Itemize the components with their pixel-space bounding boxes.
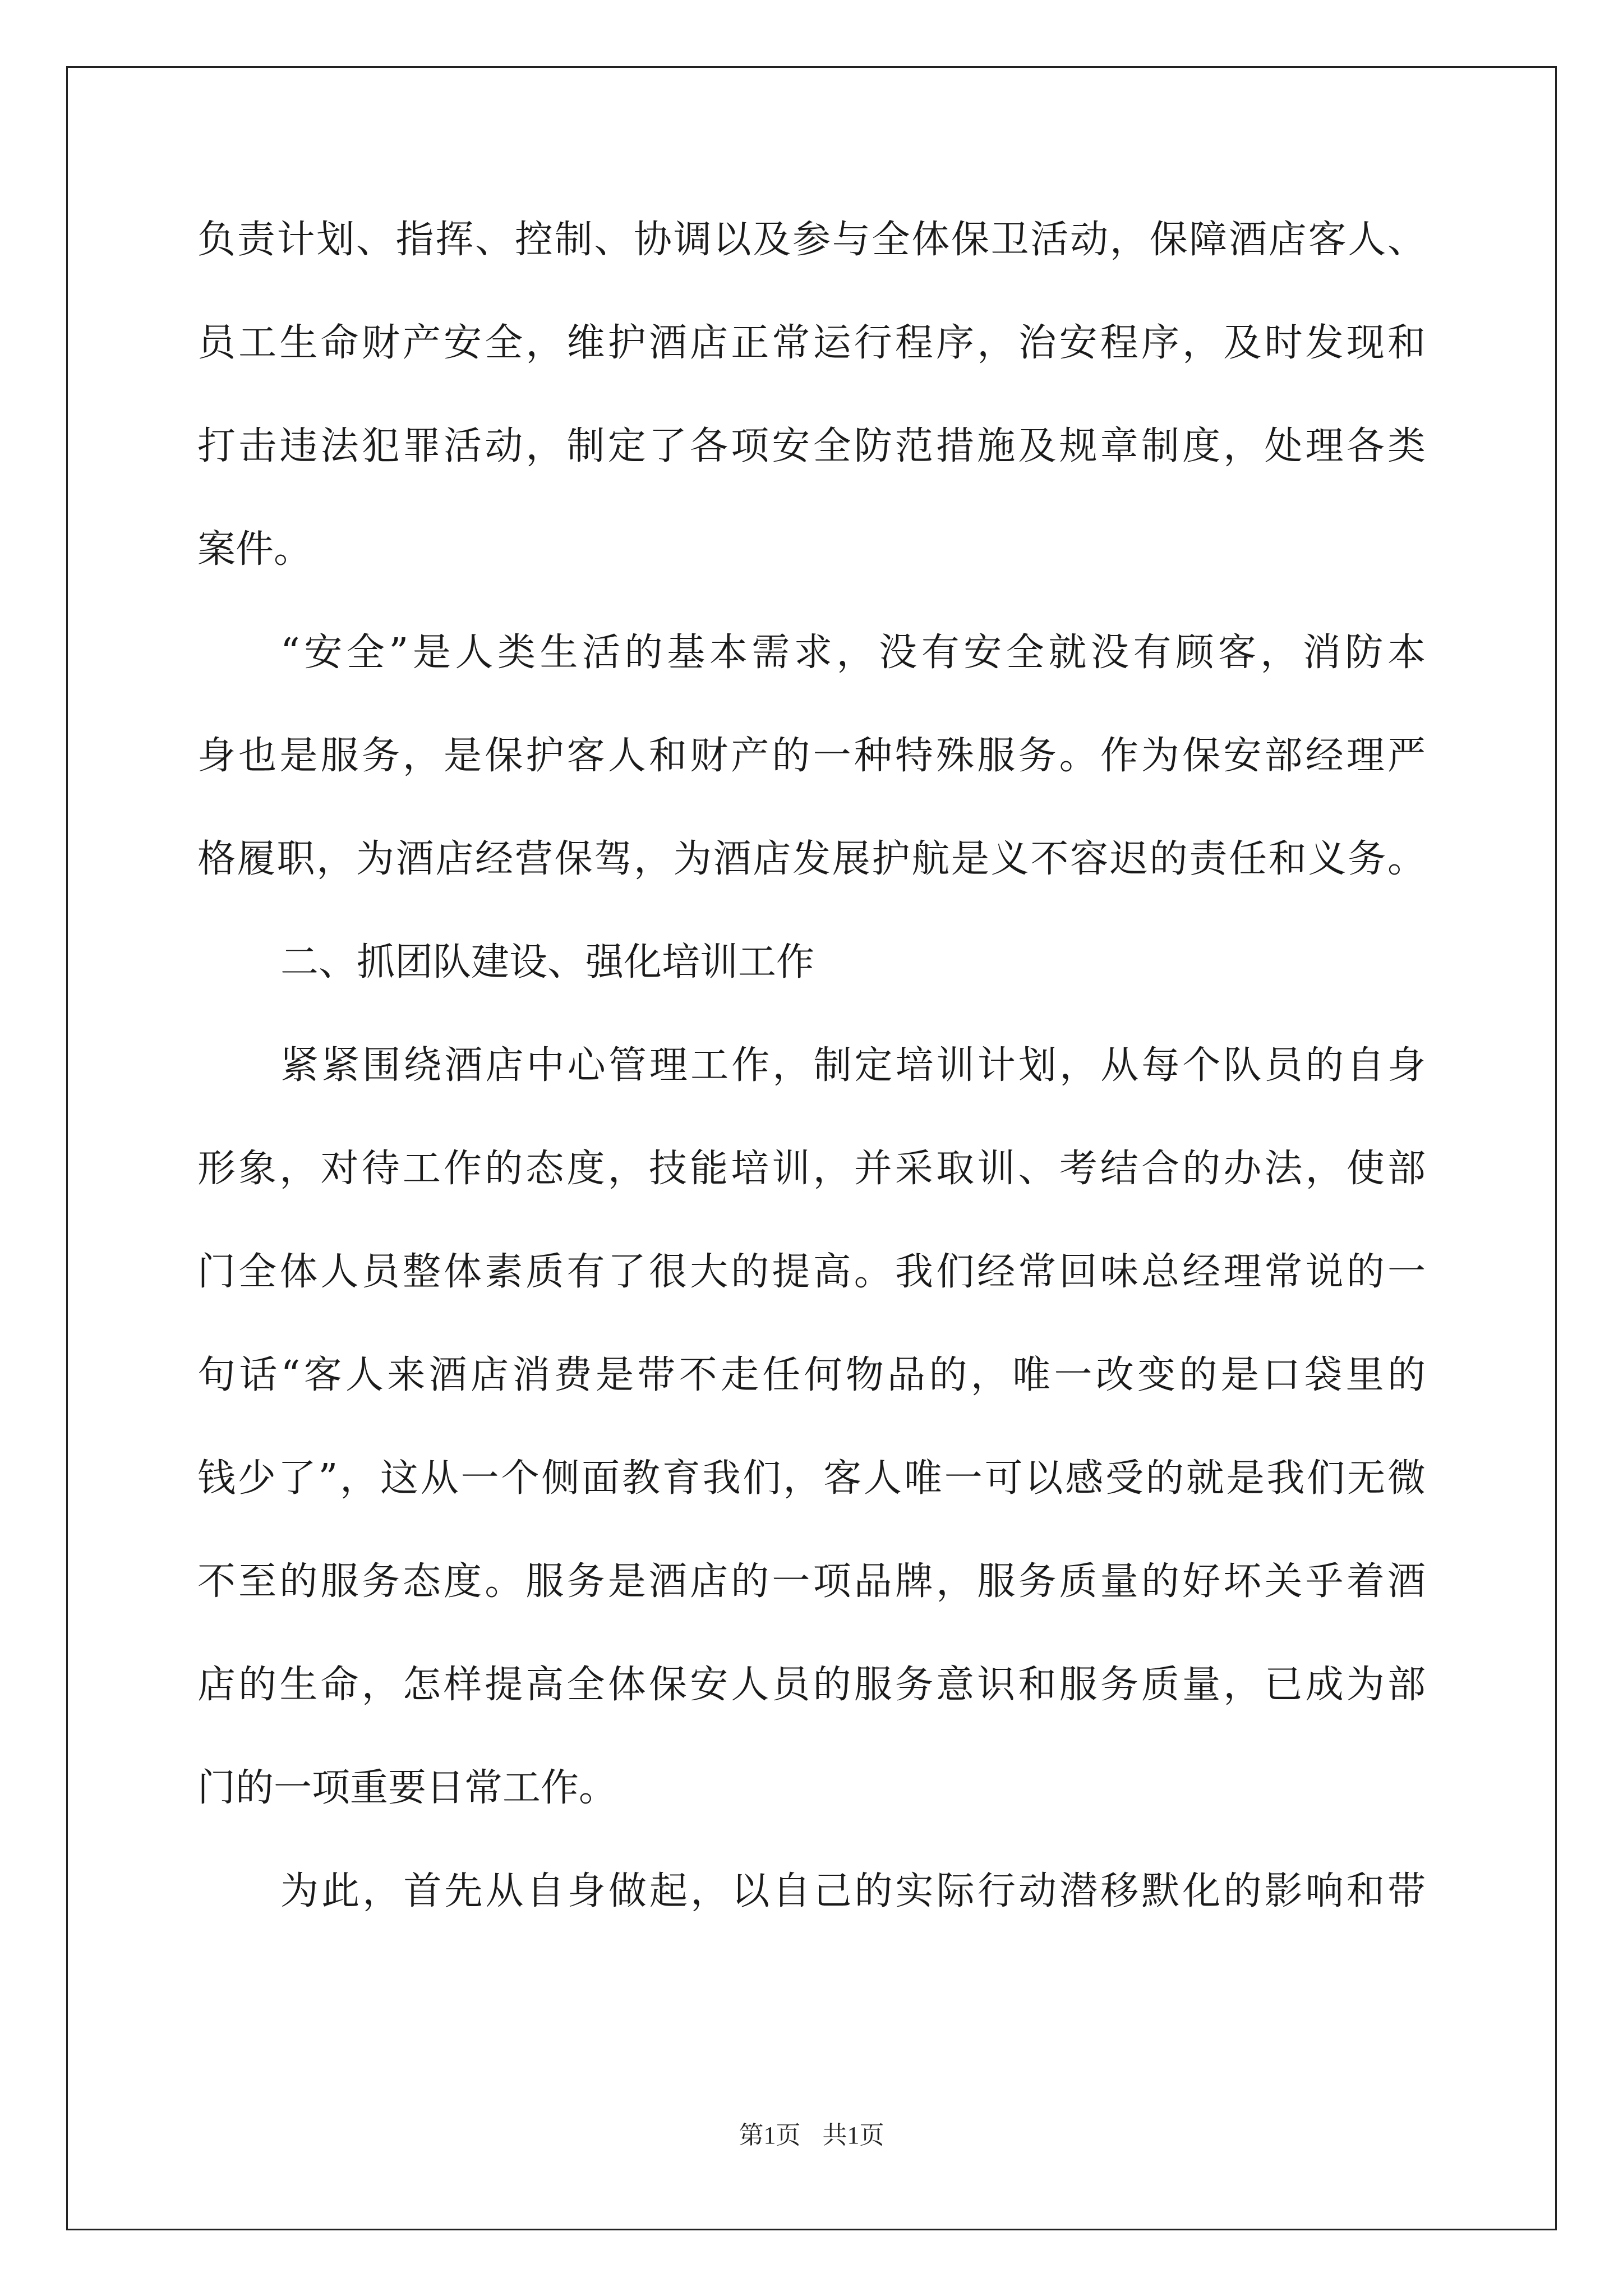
page-footer [0,2115,1623,2151]
paragraph-line: 形象，对待工作的态度，技能培训，并采取训、考结合的办法，使部 [197,1147,1426,1191]
paragraph-line: 不至的服务态度。服务是酒店的一项品牌，服务质量的好坏关乎着酒 [197,1559,1426,1604]
paragraph-line: 紧紧围绕酒店中心管理工作，制定培训计划，从每个队员的自身 [280,1043,1426,1088]
paragraph-line: 负责计划、指挥、控制、协调以及参与全体保卫活动，保障酒店客人、 [197,218,1426,262]
page-total: 共1页 [822,2122,884,2149]
paragraph-line: 员工生命财产安全，维护酒店正常运行程序，治安程序，及时发现和 [197,321,1426,365]
paragraph-line: 为此，首先从自身做起，以自己的实际行动潜移默化的影响和带 [280,1869,1426,1913]
paragraph-line: 案件。 [197,527,312,572]
paragraph-line: 门的一项重要日常工作。 [197,1766,617,1810]
paragraph-line: 身也是服务，是保护客人和财产的一种特殊服务。作为保安部经理严 [197,734,1426,778]
section-heading: 二、抓团队建设、强化培训工作 [280,940,815,984]
paragraph-line: 店的生命，怎样提高全体保安人员的服务意识和服务质量，已成为部 [197,1663,1426,1707]
page-number: 第1页 [739,2122,801,2149]
paragraph-line: 钱少了”，这从一个侧面教育我们，客人唯一可以感受的就是我们无微 [197,1456,1426,1501]
paragraph-line: “安全”是人类生活的基本需求，没有安全就没有顾客，消防本 [280,631,1426,675]
paragraph-line: 格履职，为酒店经营保驾，为酒店发展护航是义不容迟的责任和义务。 [197,837,1426,881]
paragraph-line: 门全体人员整体素质有了很大的提高。我们经常回味总经理常说的一 [197,1250,1426,1294]
document-body [197,188,1426,1943]
paragraph-line: 句话“客人来酒店消费是带不走任何物品的，唯一改变的是口袋里的 [197,1353,1426,1397]
paragraph-line: 打击违法犯罪活动，制定了各项安全防范措施及规章制度，处理各类 [197,424,1426,468]
